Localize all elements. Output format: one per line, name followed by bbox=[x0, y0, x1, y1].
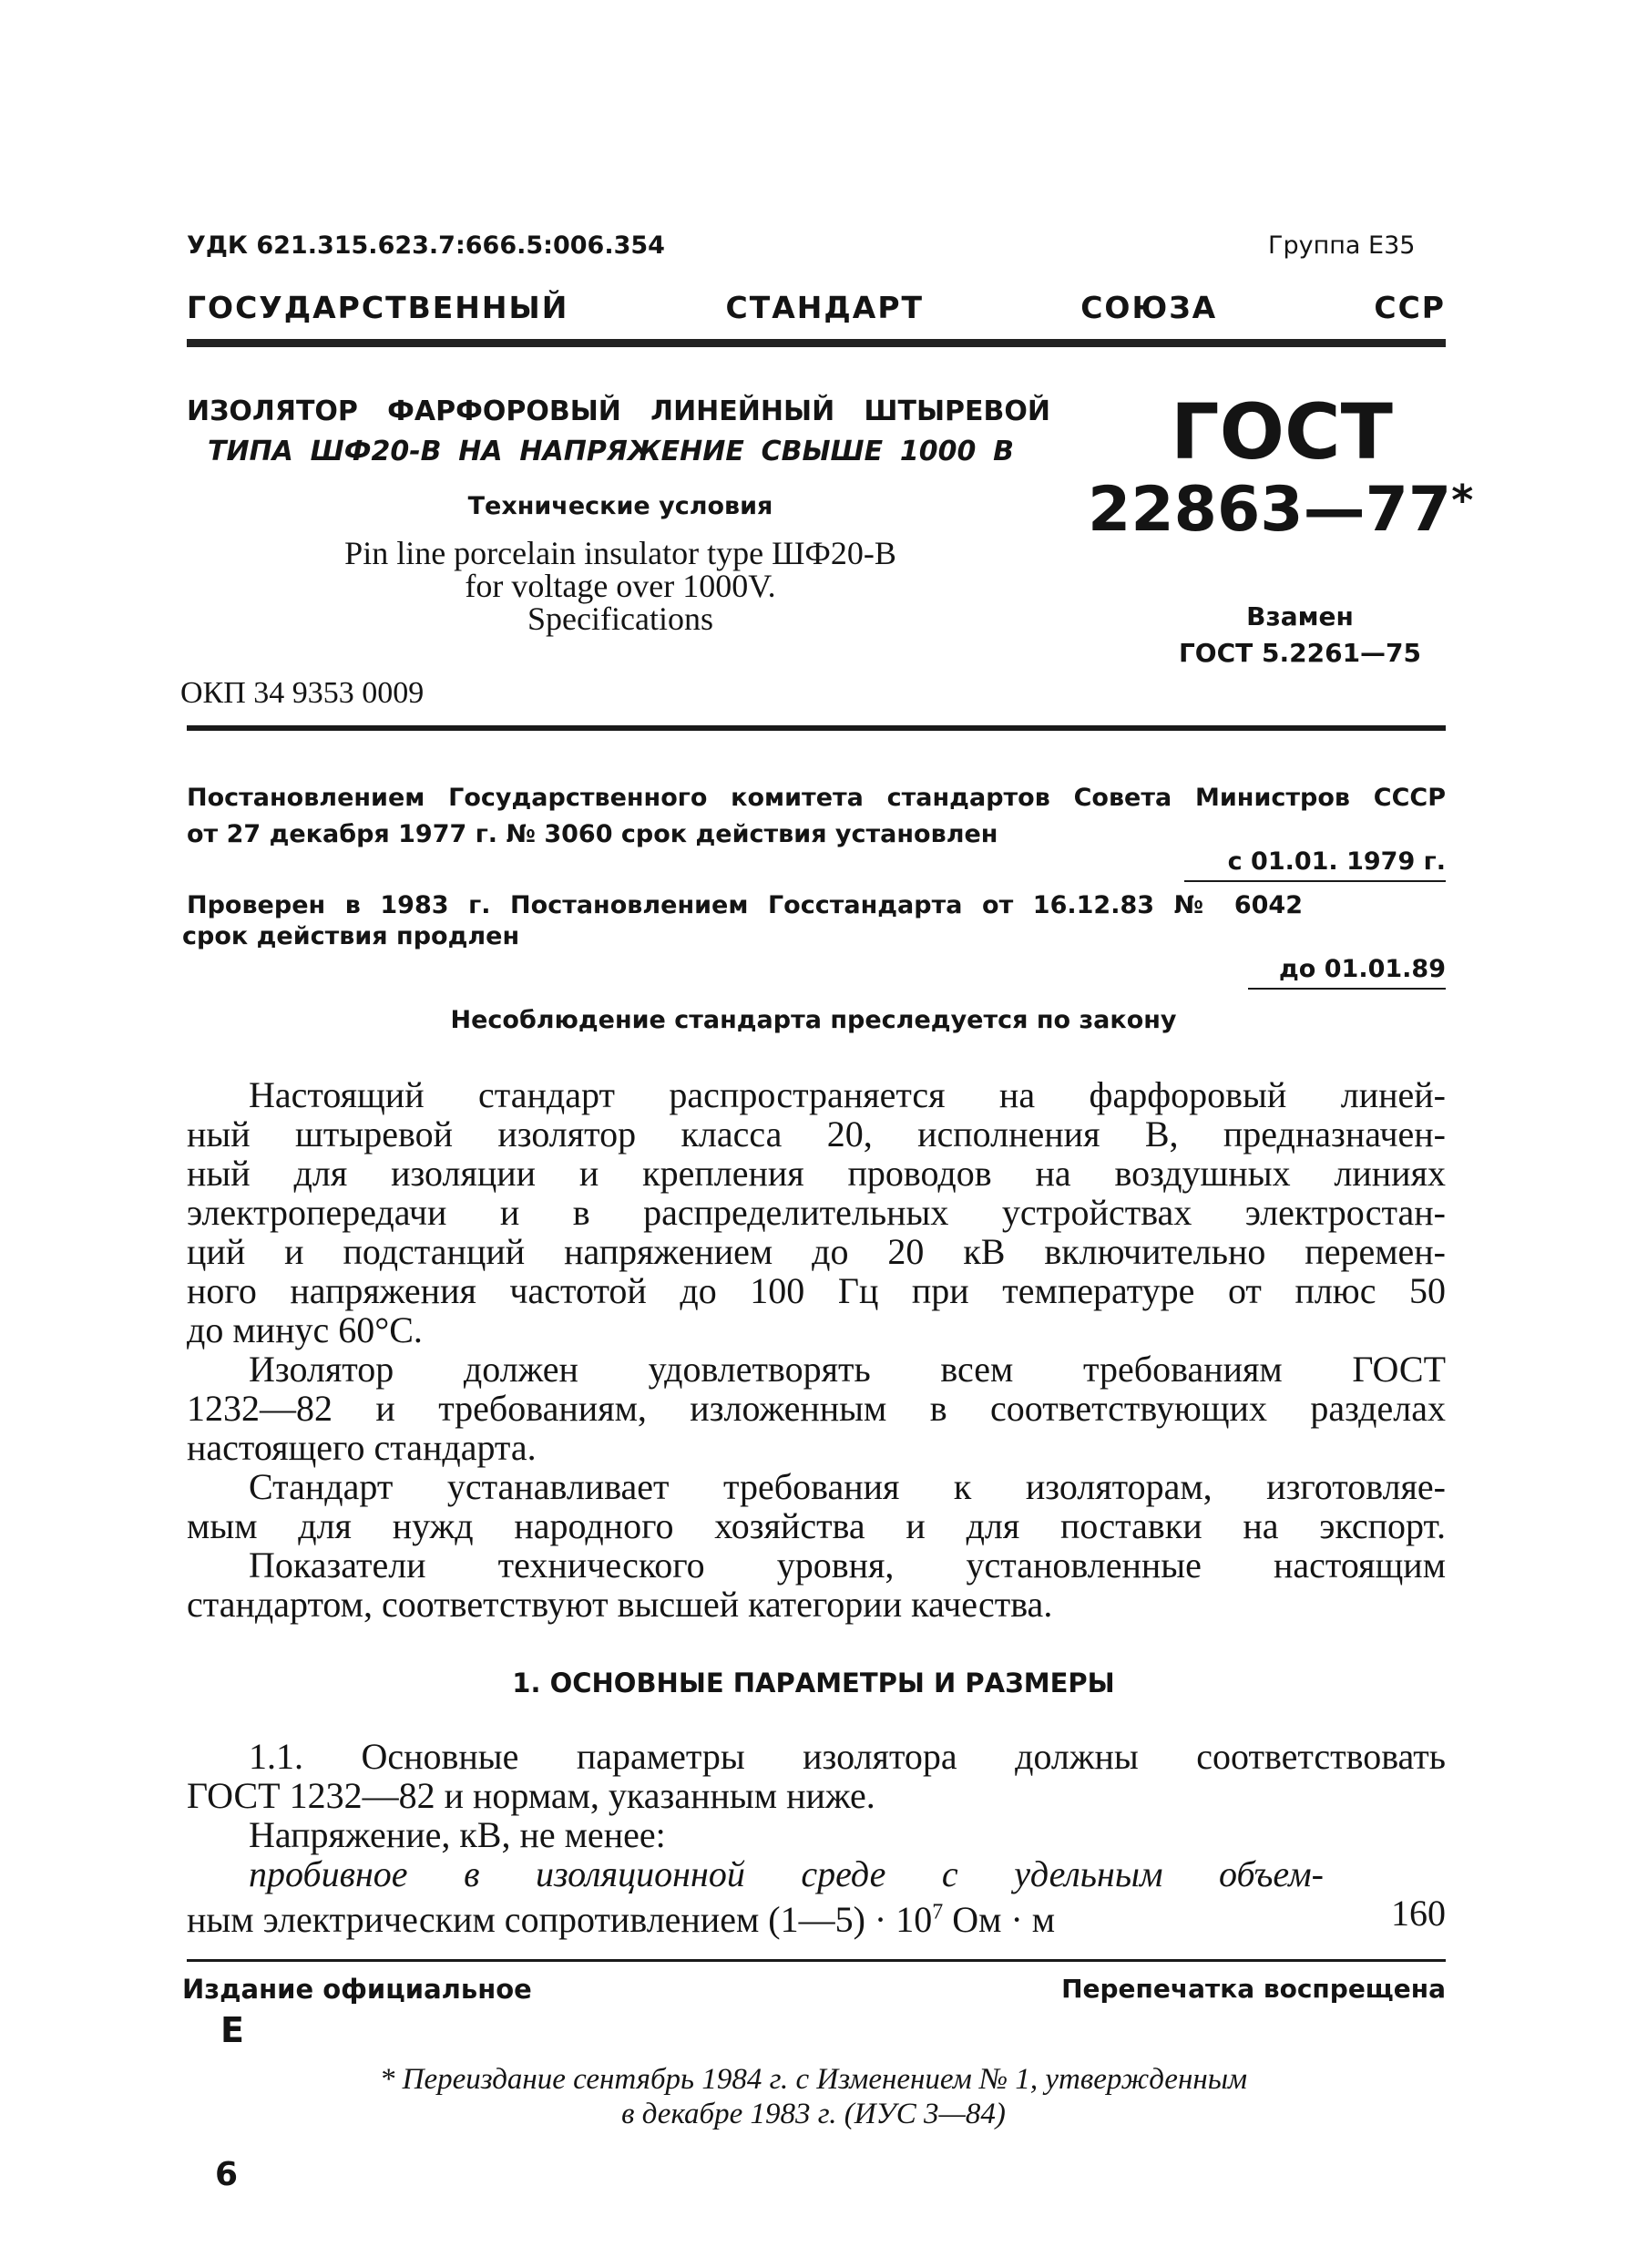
decree-line-1: Постановлением Государственного комитета стандартов Совета Министров СССР bbox=[187, 784, 1446, 812]
english-title-line-3: Specifications bbox=[527, 600, 713, 637]
breakdown-line-1: пробивное в изоляционной среде с удельным объем- bbox=[249, 1853, 1324, 1894]
section-1-line: 1.1. Основные параметры изолятора должны соответствовать bbox=[249, 1736, 1446, 1777]
body-p2-line: 1232—82 и требованиям, изложенным в соответствующих разделах bbox=[187, 1388, 1446, 1429]
breakdown-unit: Ом · м bbox=[943, 1899, 1056, 1941]
replaces-value: ГОСТ 5.2261—75 bbox=[1178, 638, 1422, 668]
english-title-line-2: for voltage over 1000V. bbox=[465, 568, 776, 604]
group-code: Группа Е35 bbox=[1268, 231, 1416, 260]
body-p1-line: ций и подстанций напряжением до 20 кВ включительно перемен- bbox=[187, 1231, 1446, 1272]
breakdown-text bbox=[187, 1899, 1055, 1940]
decree-line-2: от 27 декабря 1977 г. № 3060 срок действия установлен bbox=[187, 820, 998, 848]
okp-code: ОКП 34 9353 0009 bbox=[180, 676, 425, 710]
body-p2-line: настоящего стандарта. bbox=[187, 1427, 537, 1468]
body-p3-line: Стандарт устанавливает требования к изоляторам, изготовляе- bbox=[249, 1466, 1446, 1507]
subtitle: Технические условия bbox=[467, 492, 773, 520]
breakdown-exponent: 7 bbox=[932, 1901, 944, 1924]
body-text bbox=[187, 1075, 1446, 1624]
breakdown-line-2 bbox=[187, 1893, 1446, 1941]
voltage-label: Напряжение, кВ, не менее: bbox=[249, 1814, 666, 1855]
body-p1-line: ный для изоляции и крепления проводов на воздушных линиях bbox=[187, 1153, 1446, 1194]
udk-code: УДК 621.315.623.7:666.5:006.354 bbox=[187, 231, 665, 260]
body-p1-line: электропередачи и в распределительных устройствах электростан- bbox=[187, 1192, 1446, 1233]
body-p1-line: до минус 60°С. bbox=[187, 1309, 423, 1350]
reprint-prohibited: Перепечатка воспрещена bbox=[1061, 1974, 1446, 2004]
title-block-rule bbox=[187, 725, 1446, 731]
checked-line-1: Проверен в 1983 г. Постановлением Госстандарта от 16.12.83 № 6042 bbox=[187, 891, 1303, 919]
page-number: 6 bbox=[215, 2156, 239, 2193]
title-line-1: ИЗОЛЯТОР ФАРФОРОВЫЙ ЛИНЕЙНЫЙ ШТЫРЕВОЙ bbox=[187, 395, 1050, 427]
valid-from: с 01.01. 1979 г. bbox=[1227, 847, 1446, 876]
footnote-line-1: * Переиздание сентябрь 1984 г. с Изменением № 1, утвержденным bbox=[379, 2063, 1248, 2096]
letter-mark: Е bbox=[220, 2010, 244, 2050]
body-p2-line: Изолятор должен удовлетворять всем требованиям ГОСТ bbox=[249, 1349, 1446, 1390]
valid-until-underline bbox=[1248, 988, 1446, 990]
breakdown-value: 160 bbox=[1391, 1893, 1446, 1934]
body-p1-line: ный штыревой изолятор класса 20, исполнения В, предназначен- bbox=[187, 1113, 1446, 1155]
body-p1-line: Настоящий стандарт распространяется на фарфоровый линей- bbox=[249, 1074, 1446, 1115]
gost-label: ГОСТ bbox=[1171, 387, 1393, 477]
section-1-text bbox=[187, 1736, 1446, 1941]
valid-until: до 01.01.89 bbox=[1279, 955, 1446, 983]
law-notice: Несоблюдение стандарта преследуется по закону bbox=[450, 1006, 1177, 1034]
state-standard-banner: ГОСУДАРСТВЕННЫЙ СТАНДАРТ СОЮЗА ССР bbox=[187, 290, 1446, 325]
valid-from-underline bbox=[1184, 880, 1446, 882]
checked-line-2: срок действия продлен bbox=[182, 922, 520, 950]
body-p4-line: Показатели технического уровня, установленные настоящим bbox=[249, 1544, 1446, 1586]
official-edition: Издание официальное bbox=[182, 1974, 532, 2005]
header-thick-rule bbox=[187, 339, 1446, 347]
breakdown-formula: ным электрическим сопротивлением (1—5) · 10 bbox=[187, 1899, 933, 1941]
gost-number bbox=[1088, 474, 1474, 546]
body-p3-line: мым для нужд народного хозяйства и для поставки на экспорт. bbox=[187, 1505, 1446, 1546]
body-p1-line: ного напряжения частотой до 100 Гц при температуре от плюс 50 bbox=[187, 1270, 1446, 1311]
title-line-2: ТИПА ШФ20-В НА НАПРЯЖЕНИЕ СВЫШЕ 1000 В bbox=[208, 436, 1014, 467]
english-title-line-1: Pin line porcelain insulator type ШФ20-В bbox=[344, 535, 896, 571]
body-p4-line: стандартом, соответствуют высшей категории качества. bbox=[187, 1584, 1053, 1625]
section-1-heading: 1. ОСНОВНЫЕ ПАРАМЕТРЫ И РАЗМЕРЫ bbox=[512, 1668, 1115, 1698]
gost-number-value: 22863—77 bbox=[1088, 474, 1452, 546]
footnote-line-2: в декабре 1983 г. (ИУС 3—84) bbox=[621, 2098, 1006, 2130]
gost-asterisk: * bbox=[1451, 476, 1474, 525]
section-1-line: ГОСТ 1232—82 и нормам, указанным ниже. bbox=[187, 1775, 875, 1816]
replaces-label: Взамен bbox=[1246, 601, 1354, 631]
footer-rule bbox=[187, 1959, 1446, 1962]
